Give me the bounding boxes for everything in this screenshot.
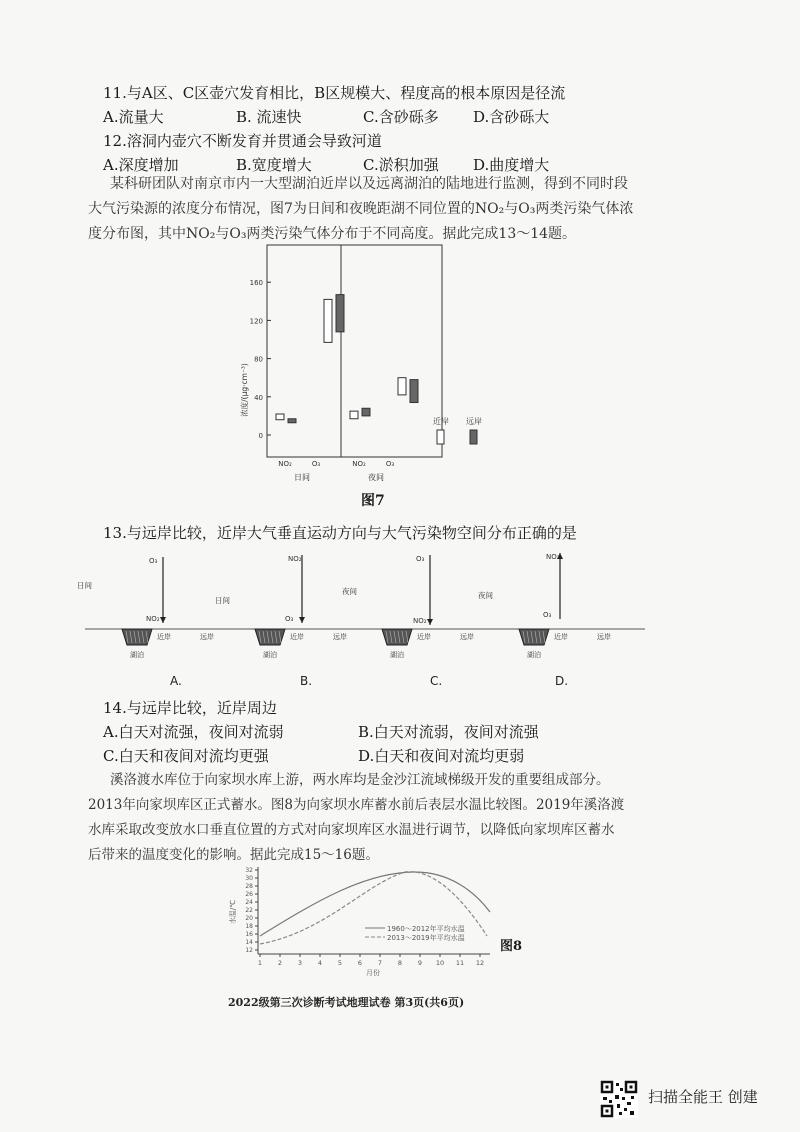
q13-time-label: 夜间 (342, 587, 357, 596)
fig8-xtick-label: 4 (317, 959, 323, 967)
q13-diagram-a (77, 557, 240, 688)
fig7-ytick-label: 40 (254, 393, 263, 402)
fig8-ytick-label: 18 (245, 923, 253, 930)
q13-bottom-label: NO₂ (413, 617, 427, 625)
passage-2-line: 后带来的温度变化的影响。据此完成15～16题。 (88, 847, 379, 863)
fig8-xlabel: 月份 (366, 969, 380, 977)
q12-stem: 12.溶洞内壶穴不断发育并贯通会导致河道 (103, 132, 382, 150)
q13-arrowhead (427, 619, 433, 625)
q13-near-label: 近岸 (290, 633, 304, 641)
q12-option-c: C.淤积加强 (363, 156, 439, 174)
figure-8-caption: 图8 (500, 939, 523, 954)
scanner-watermark: 扫描全能王 创建 (648, 1088, 758, 1106)
q13-time-label: 日间 (77, 581, 92, 590)
q13-time-label: 日间 (215, 596, 230, 605)
fig8-xtick-label: 12 (475, 959, 485, 967)
q13-far-label: 远岸 (333, 633, 347, 641)
fig7-legend-far-label: 远岸 (466, 417, 482, 426)
fig8-ytick-label: 30 (245, 875, 253, 882)
q13-diagram-b (210, 555, 353, 688)
passage-1 (88, 172, 728, 247)
q12-option-b: B.宽度增大 (236, 156, 312, 174)
q13-bottom-label: NO₂ (146, 615, 160, 623)
fig7-xtick-label: NO₂ (352, 460, 366, 468)
fig7-bar-far (288, 419, 296, 423)
fig8-ylabel: 水温/℃ (229, 899, 237, 925)
fig8-xtick-label: 8 (397, 959, 403, 967)
q14-option-b: B.白天对流弱，夜间对流强 (358, 723, 539, 741)
fig8-xtick-label: 10 (435, 959, 445, 967)
q11-option-c: C.含砂砾多 (363, 108, 439, 126)
q14-stem: 14.与远岸比较，近岸周边 (103, 699, 277, 717)
q13-option-letter: D. (555, 674, 569, 688)
fig7-legend-near-swatch (437, 430, 444, 444)
fig8-xtick-label: 9 (417, 959, 423, 967)
passage-2-line: 水库采取改变放水口垂直位置的方式对向家坝库区水温进行调节，以降低向家坝库区蓄水 (88, 822, 615, 838)
q13-near-label: 近岸 (417, 633, 431, 641)
passage-2-line: 溪洛渡水库位于向家坝水库上游，两水库均是金沙江流域梯级开发的重要组成部分。 (110, 772, 610, 788)
fig8-ytick-label: 24 (245, 899, 253, 906)
q13-lake-label: 湖泊 (527, 651, 541, 659)
q14-option-d: D.白天和夜间对流均更弱 (358, 747, 525, 765)
fig7-panel-label: 日间 (294, 473, 310, 482)
fig7-xtick-label: O₃ (311, 460, 321, 468)
q13-lake (122, 629, 152, 645)
fig8-ytick-label: 28 (245, 883, 253, 890)
fig7-bar-far (410, 380, 418, 403)
fig8-xtick-label: 11 (455, 959, 465, 967)
fig8-ytick-label: 20 (245, 915, 253, 922)
q13-far-label: 远岸 (200, 633, 214, 641)
passage-1-line: 某科研团队对南京市内一大型湖泊近岸以及远离湖泊的陆地进行监测，得到不同时段 (110, 176, 628, 192)
fig7-frame (267, 245, 442, 457)
fig7-ylabel: 浓度/(μg·cm⁻³) (240, 363, 249, 417)
passage-1-line: 大气污染源的浓度分布情况，图7为日间和夜晚距湖不同位置的NO₂与O₃两类污染气体浓 (88, 201, 634, 217)
fig8-ytick-label: 22 (245, 907, 253, 914)
passage-2-line: 2013年向家坝库区正式蓄水。图8为向家坝水库蓄水前后表层水温比较图。2019年溪洛渡 (88, 797, 625, 813)
q13-top-label: O₃ (416, 555, 425, 563)
fig8-ytick-label: 26 (245, 891, 253, 898)
q12-option-a: A.深度增加 (103, 156, 179, 174)
fig7-ytick-label: 160 (249, 279, 263, 288)
qr-code-icon (600, 1080, 638, 1118)
fig8-ytick-label: 12 (245, 947, 253, 954)
q13-stem: 13.与远岸比较，近岸大气垂直运动方向与大气污染物空间分布正确的是 (103, 524, 577, 542)
q13-diagrams (77, 545, 650, 690)
fig8-ytick-label: 32 (245, 867, 253, 874)
fig7-bar-near (350, 411, 358, 419)
q13-near-label: 近岸 (554, 633, 568, 641)
fig7-bar-near (398, 378, 406, 395)
q13-bottom-label: O₃ (285, 615, 294, 623)
passage-2 (88, 768, 728, 868)
fig7-legend-far-swatch (470, 430, 477, 444)
fig8-legend-2: 2013～2019年平均水温 (387, 934, 465, 942)
fig8-xtick-label: 2 (277, 959, 283, 967)
fig7-bar-near (276, 414, 284, 420)
passage-1-line: 度分布图，其中NO₂与O₃两类污染气体分布于不同高度。据此完成13～14题。 (88, 226, 577, 242)
q13-top-label: NO₂ (288, 555, 302, 563)
q13-bottom-label: O₃ (543, 611, 552, 619)
figure-8-chart (225, 862, 525, 980)
q13-lake-label: 湖泊 (130, 651, 144, 659)
fig7-ytick-label: 0 (258, 432, 263, 440)
q13-time-label: 夜间 (478, 591, 493, 600)
q13-top-label: O₃ (149, 557, 158, 565)
fig8-xtick-label: 3 (297, 959, 303, 967)
fig7-ytick-label: 120 (249, 317, 263, 326)
figure-7-chart (225, 240, 525, 490)
fig7-xtick-label: NO₂ (278, 460, 292, 468)
fig7-xtick-label: O₃ (385, 460, 395, 468)
q11-stem: 11.与A区、C区壶穴发育相比，B区规模大、程度高的根本原因是径流 (103, 84, 566, 102)
fig8-xtick-label: 7 (377, 959, 383, 967)
q13-lake-label: 湖泊 (263, 651, 277, 659)
q13-arrowhead (299, 617, 305, 623)
fig7-bar-far (362, 408, 370, 416)
q13-option-letter: C. (430, 674, 443, 688)
q13-arrowhead (160, 617, 166, 623)
q13-lake-label: 湖泊 (390, 651, 404, 659)
page-footer: 2022级第三次诊断考试地理试卷 第3页(共6页) (228, 996, 465, 1009)
q14-option-a: A.白天对流强，夜间对流弱 (103, 723, 284, 741)
fig8-ytick-label: 14 (245, 939, 253, 946)
q14-option-c: C.白天和夜间对流均更强 (103, 747, 269, 765)
fig8-xtick-label: 1 (257, 959, 263, 967)
fig8-xtick-label: 5 (337, 959, 343, 967)
q13-diagram-d (470, 553, 645, 688)
q11-option-a: A.流量大 (103, 108, 164, 126)
q13-far-label: 远岸 (597, 633, 611, 641)
fig7-bar-near (324, 299, 332, 342)
q13-diagram-c (335, 555, 510, 688)
fig8-xtick-label: 6 (357, 959, 363, 967)
fig8-ytick-label: 16 (245, 931, 253, 938)
q13-lake (255, 629, 285, 645)
q13-top-label: NO₂ (546, 553, 560, 561)
fig7-ytick-label: 80 (254, 355, 263, 364)
q11-option-b: B. 流速快 (236, 108, 302, 126)
fig7-panel-label: 夜间 (368, 473, 384, 482)
q13-option-letter: B. (300, 674, 313, 688)
q11-option-d: D.含砂砾大 (473, 108, 550, 126)
fig8-legend-1: 1960～2012年平均水温 (387, 925, 465, 933)
fig7-legend-near-label: 近岸 (433, 417, 449, 426)
q13-near-label: 近岸 (157, 633, 171, 641)
q13-far-label: 远岸 (460, 633, 474, 641)
q13-option-letter: A. (170, 674, 182, 688)
fig7-bar-far (336, 295, 344, 332)
q13-lake (519, 629, 549, 645)
figure-7-caption: 图7 (361, 493, 385, 509)
q12-option-d: D.曲度增大 (473, 156, 550, 174)
q13-lake (382, 629, 412, 645)
